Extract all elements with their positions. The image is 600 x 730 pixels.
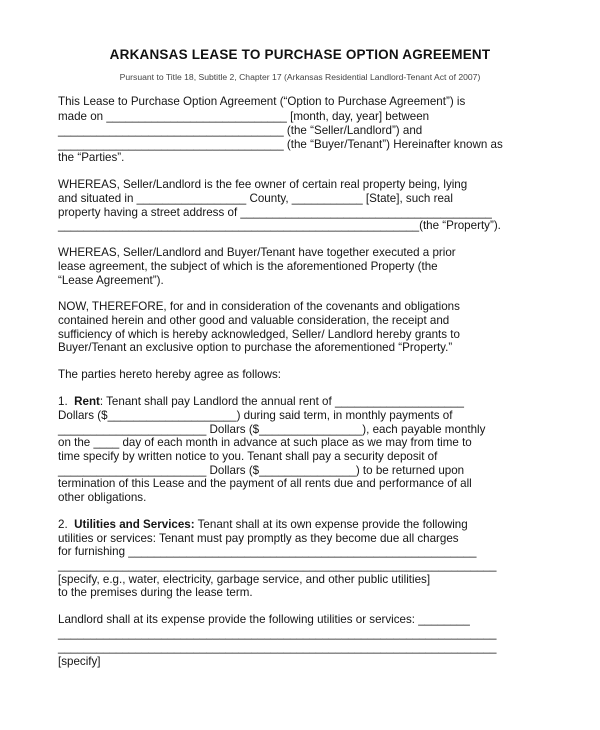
utilities-heading-line [58,518,468,532]
section-number: 2. [58,518,68,531]
now-therefore-line: sufficiency of which is hereby acknowledged, Seller/ Landlord hereby grants to [58,328,460,341]
whereas1-line: and situated in _________________ County, ___________ [State], such real [58,192,453,205]
whereas1-line: WHEREAS, Seller/Landlord is the fee owner of certain real property being, lying [58,178,468,191]
rent-text: : Tenant shall pay Landlord the annual rent of ____________________ [99,395,464,408]
utilities-heading: Utilities and Services: [74,518,195,531]
utilities-line: utilities or services: Tenant must pay promptly as they become due all charges [58,532,459,545]
intro-line: ___________________________________ (the “Seller/Landlord”) and [58,124,423,137]
now-therefore-line: contained herein and other good and valuable consideration, the receipt and [58,314,450,327]
rent-line: Dollars ($____________________) during said term, in monthly payments of [58,409,453,422]
intro-line: the “Parties”. [58,151,125,164]
intro-line: ___________________________________ (the “Buyer/Tenant”) Hereinafter known as [58,138,503,151]
landlord-line: ____________________________________________________________________ [58,641,497,654]
whereas2-line: “Lease Agreement”). [58,274,164,287]
utilities-line: [specify, e.g., water, electricity, garbage service, and other public utilities] [58,573,431,586]
rent-line: time specify by written notice to you. Tenant shall pay a security deposit of [58,450,438,463]
now-therefore-line: Buyer/Tenant an exclusive option to purchase the aforementioned “Property.” [58,341,453,354]
landlord-line: [specify] [58,655,101,668]
landlord-line: Landlord shall at its expense provide the following utilities or services: ________ [58,613,470,626]
whereas2-line: lease agreement, the subject of which is the aforementioned Property (the [58,260,438,273]
rent-line: on the ____ day of each month in advance at such place as we may from time to [58,436,472,449]
whereas1-line: ________________________________________________________(the “Property”). [58,219,501,232]
section-number: 1. [58,395,68,408]
now-therefore-line: NOW, THEREFORE, for and in consideration of the covenants and obligations [58,300,460,313]
rent-heading-line [58,395,464,409]
rent-heading: Rent [74,395,100,408]
intro-line: made on ____________________________ [month, day, year] between [58,110,430,123]
rent-line: _______________________ Dollars ($_______________) to be returned upon [58,464,465,477]
whereas1-line: property having a street address of _______________________________________ [58,206,492,219]
agree-line: The parties hereto hereby agree as follows: [58,368,281,381]
landlord-line: ____________________________________________________________________ [58,627,497,640]
utilities-line: to the premises during the lease term. [58,586,253,599]
utilities-text: Tenant shall at its own expense provide the following [194,518,468,531]
intro-line: This Lease to Purchase Option Agreement (“Option to Purchase Agreement”) is [58,95,466,108]
rent-line: _______________________ Dollars ($________________), each payable monthly [58,423,486,436]
document-title: ARKANSAS LEASE TO PURCHASE OPTION AGREEMENT [109,47,491,62]
whereas2-line: WHEREAS, Seller/Landlord and Buyer/Tenant have together executed a prior [58,246,456,259]
utilities-line: ____________________________________________________________________ [58,559,497,572]
document-subtitle: Pursuant to Title 18, Subtitle 2, Chapter 17 (Arkansas Residential Landlord-Tenant Act of 2007) [119,72,481,82]
rent-line: other obligations. [58,491,147,504]
utilities-line: for furnishing ______________________________________________________ [58,545,477,558]
rent-line: termination of this Lease and the payment of all rents due and performance of all [58,477,472,490]
